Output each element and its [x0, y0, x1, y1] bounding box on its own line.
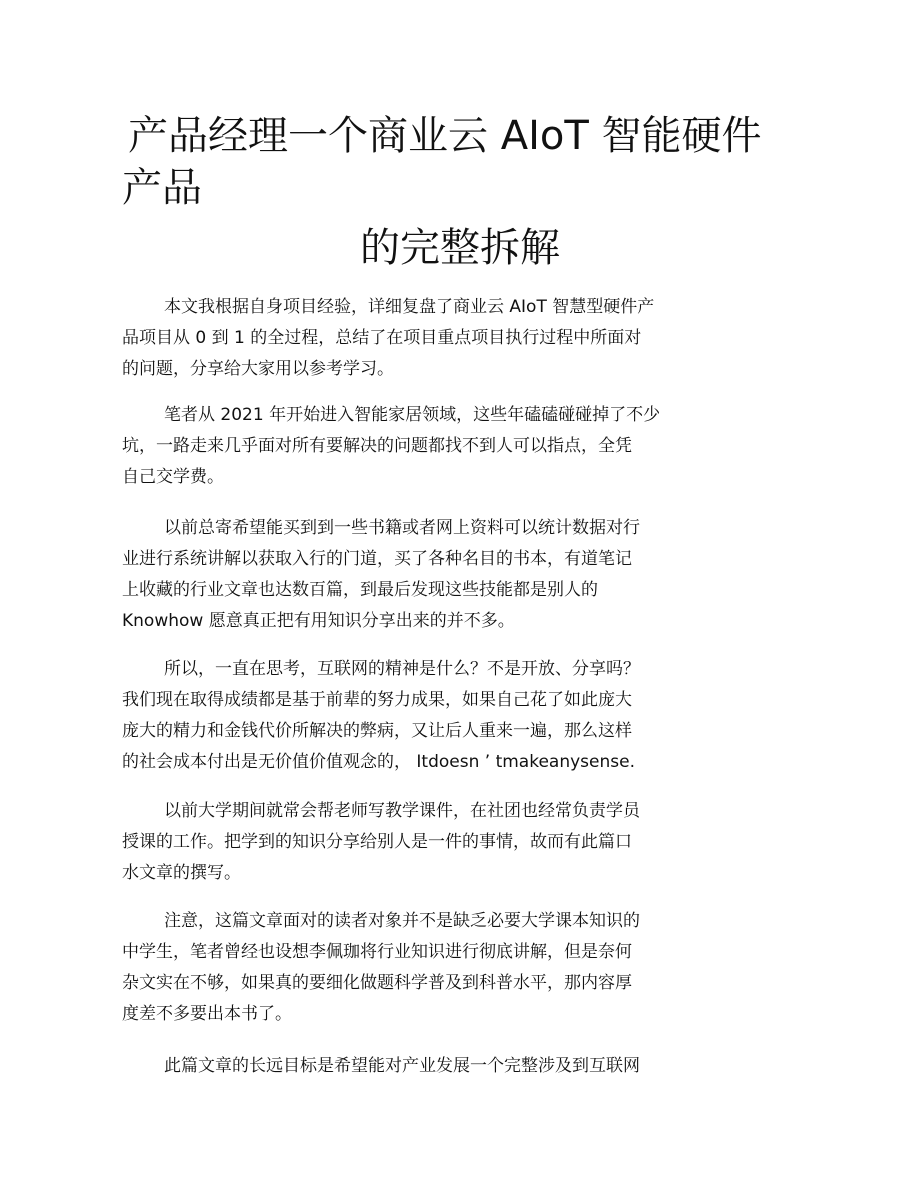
- paragraph-internet-spirit: [122, 654, 682, 778]
- paragraph-line: 品项目从 0 到 1 的全过程，总结了在项目重点项目执行过程中所面对: [122, 328, 642, 348]
- paragraph-line: 注意，这篇文章面对的读者对象并不是缺乏必要大学课本知识的: [164, 911, 640, 931]
- title-line-1: 产品经理一个商业云 AIoT 智能硬件: [128, 113, 762, 159]
- paragraph-line: 庞大的精力和金钱代价所解决的弊病，又让后人重来一遍，那么这样: [122, 721, 632, 741]
- paragraph-line: 自己交学费。: [122, 467, 224, 487]
- paragraph-line: 上收藏的行业文章也达数百篇，到最后发现这些技能都是别人的: [122, 580, 598, 600]
- paragraph-line: 以前总寄希望能买到到一些书籍或者网上资料可以统计数据对行: [164, 518, 640, 538]
- title-line-2: 产品: [122, 165, 202, 211]
- paragraph-goal: [122, 1051, 682, 1082]
- paragraph-line: 我们现在取得成绩都是基于前辈的努力成果，如果自己花了如此庞大: [122, 690, 632, 710]
- paragraph-background: [122, 400, 682, 493]
- paragraph-intro: [122, 292, 682, 385]
- paragraph-line: 的问题，分享给大家用以参考学习。: [122, 359, 394, 379]
- paragraph-line: 的社会成本付出是无价值价值观念的， Itdoesn ’ tmakeanysense.: [122, 752, 635, 772]
- paragraph-line: 本文我根据自身项目经验，详细复盘了商业云 AIoT 智慧型硬件产: [164, 297, 655, 317]
- paragraph-line: 所以，一直在思考，互联网的精神是什么？不是开放、分享吗？: [164, 659, 640, 679]
- paragraph-line: 水文章的撰写。: [122, 863, 241, 883]
- paragraph-line: Knowhow 愿意真正把有用知识分享出来的并不多。: [122, 611, 515, 631]
- paragraph-line: 笔者从 2021 年开始进入智能家居领域，这些年磕磕碰碰掉了不少: [164, 405, 661, 425]
- paragraph-line: 中学生，笔者曾经也设想李佩珈将行业知识进行彻底讲解，但是奈何: [122, 942, 632, 962]
- paragraph-line: 度差不多要出本书了。: [122, 1004, 292, 1024]
- paragraph-line: 此篇文章的长远目标是希望能对产业发展一个完整涉及到互联网: [164, 1056, 640, 1076]
- paragraph-learning: [122, 513, 682, 637]
- paragraph-line: 以前大学期间就常会帮老师写教学课件，在社团也经常负责学员: [164, 801, 640, 821]
- paragraph-audience-note: [122, 906, 682, 1030]
- title-line-3: 的完整拆解: [360, 225, 560, 271]
- paragraph-teaching: [122, 796, 682, 889]
- paragraph-line: 杂文实在不够，如果真的要细化做题科学普及到科普水平，那内容厚: [122, 973, 632, 993]
- paragraph-line: 业进行系统讲解以获取入行的门道，买了各种名目的书本，有道笔记: [122, 549, 632, 569]
- paragraph-line: 授课的工作。把学到的知识分享给别人是一件的事情，故而有此篇口: [122, 832, 632, 852]
- paragraph-line: 坑，一路走来几乎面对所有要解决的问题都找不到人可以指点，全凭: [122, 436, 632, 456]
